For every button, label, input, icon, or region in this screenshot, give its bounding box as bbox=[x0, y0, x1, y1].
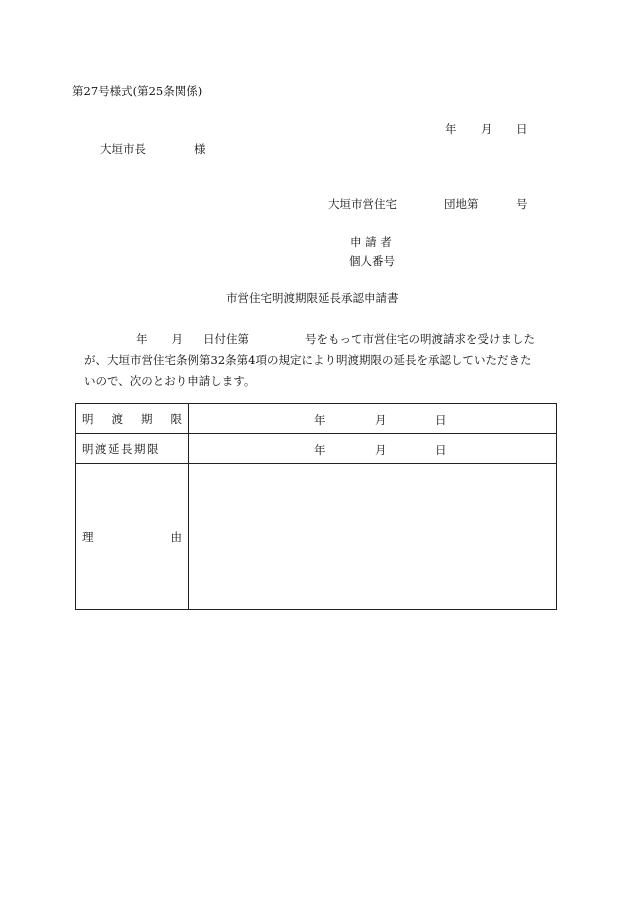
body-year: 年 bbox=[136, 332, 148, 346]
deadline-label-char: 限 bbox=[170, 411, 182, 426]
document-title: 市営住宅明渡期限延長承認申請書 bbox=[226, 291, 399, 305]
housing-number: 号 bbox=[516, 197, 528, 211]
reason-value-cell[interactable] bbox=[189, 464, 557, 610]
reason-label-cell bbox=[76, 464, 189, 610]
extension-value-cell[interactable] bbox=[189, 434, 557, 464]
body-line-1 bbox=[72, 329, 562, 350]
table-row-extension bbox=[76, 434, 557, 464]
date-year-label: 年 bbox=[445, 122, 457, 136]
body-line-2: が、大垣市営住宅条例第32条第4項の規定により明渡期限の延長を承認していただきた bbox=[84, 353, 532, 367]
body-paragraph bbox=[72, 329, 562, 392]
extension-year: 年 bbox=[314, 443, 326, 457]
addressee-honorific: 様 bbox=[194, 142, 206, 156]
table-row-reason bbox=[76, 464, 557, 610]
application-table bbox=[75, 403, 557, 610]
housing-prefix: 大垣市営住宅 bbox=[328, 197, 397, 211]
deadline-label-cell bbox=[76, 404, 189, 434]
applicant-label: 申 請 者 bbox=[350, 235, 392, 249]
reason-label-char: 理 bbox=[82, 529, 94, 544]
deadline-label-char: 明 bbox=[82, 411, 94, 426]
deadline-label-char: 渡 bbox=[111, 411, 123, 426]
extension-day: 日 bbox=[435, 443, 447, 457]
date-month-label: 月 bbox=[481, 122, 493, 136]
reason-label-char: 由 bbox=[170, 529, 182, 544]
applicant-id-label: 個人番号 bbox=[349, 254, 395, 268]
deadline-label-char: 期 bbox=[141, 411, 153, 426]
body-date-ref: 日付住第 bbox=[203, 332, 249, 346]
form-number: 第27号様式(第25条関係) bbox=[72, 84, 203, 98]
deadline-value-cell[interactable] bbox=[189, 404, 557, 434]
table-row-deadline bbox=[76, 404, 557, 434]
housing-complex: 団地第 bbox=[444, 197, 479, 211]
extension-month: 月 bbox=[375, 443, 387, 457]
deadline-month: 月 bbox=[375, 413, 387, 427]
deadline-day: 日 bbox=[435, 413, 447, 427]
extension-label-cell bbox=[76, 434, 189, 464]
body-month: 月 bbox=[171, 332, 183, 346]
body-line1-tail: 号をもって市営住宅の明渡請求を受けました bbox=[305, 332, 535, 346]
addressee-name: 大垣市長 bbox=[100, 142, 146, 156]
deadline-year: 年 bbox=[314, 413, 326, 427]
body-line-3: いので、次のとおり申請します。 bbox=[84, 374, 256, 388]
date-day-label: 日 bbox=[516, 122, 528, 136]
extension-label: 明渡延長期限 bbox=[82, 441, 160, 456]
